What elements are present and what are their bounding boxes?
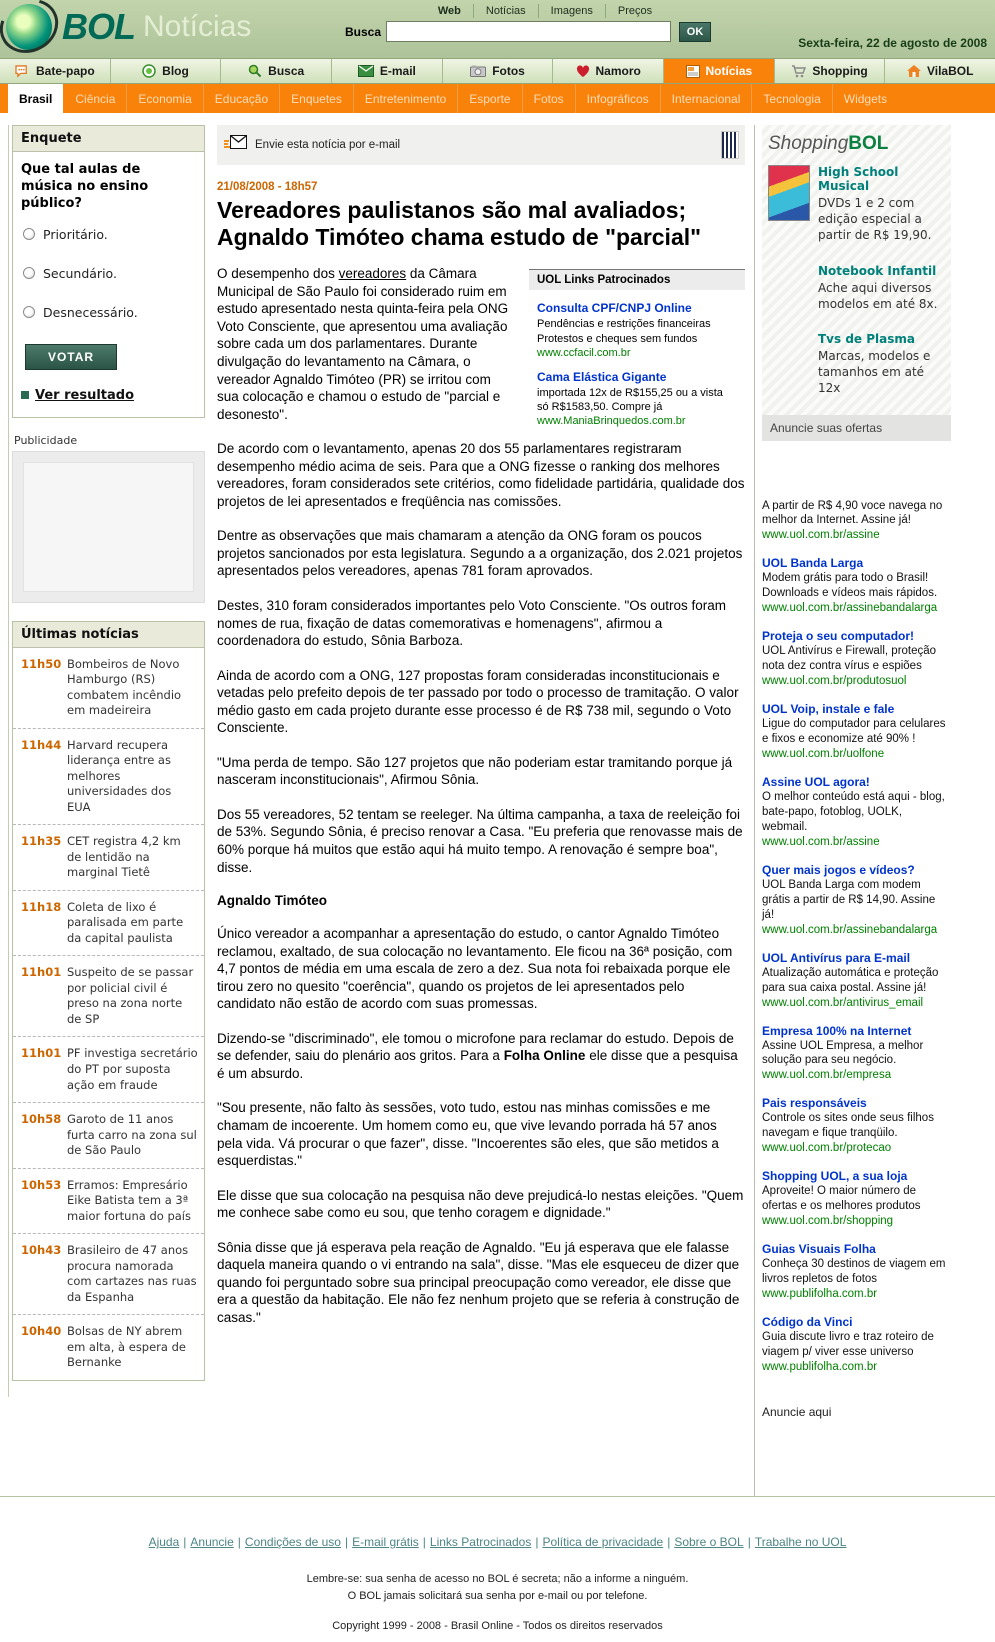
uol-ad-title[interactable]: Código da Vinci	[762, 1315, 853, 1329]
poll-title: Enquete	[13, 126, 204, 152]
news-item[interactable]	[13, 824, 204, 890]
article-paragraph: Dos 55 vereadores, 52 tentam se reeleger. Na última campanha, a taxa de reeleição foi de 53%. Segundo Sônia, é preciso renovar a Casa. "Eu preferia que renovasse mais de 60% porque há muitos que estão aqui há muito tempo. A renovação é sempre boa", disse.	[217, 806, 743, 875]
bol-logo[interactable]	[6, 4, 251, 50]
poll-option[interactable]	[23, 266, 196, 281]
main-nav	[0, 58, 995, 84]
uol-ad-title[interactable]: Pais responsáveis	[762, 1096, 867, 1111]
search-tab-precos[interactable]: Preços	[617, 5, 653, 17]
poll-box	[12, 125, 205, 418]
uol-ad-title[interactable]: Empresa 100% na Internet	[762, 1023, 912, 1038]
tab-entretenimento[interactable]: Entretenimento	[354, 84, 458, 113]
news-time: 10h40	[21, 1324, 62, 1339]
site-header	[0, 0, 995, 58]
tab-brasil[interactable]: Brasil	[8, 84, 63, 113]
uol-ad[interactable]	[762, 1169, 949, 1227]
news-headline[interactable]: Bolsas de NY abrem em alta, à espera de Bernanke	[67, 1324, 186, 1370]
separator: |	[747, 1535, 751, 1549]
sponsored-link-url[interactable]: www.ccfacil.com.br	[537, 346, 631, 359]
separator: |	[535, 1535, 539, 1549]
footer-link-anuncie[interactable]: Anuncie	[190, 1535, 234, 1549]
uol-ad-desc: Assine UOL Empresa, a melhor solução para seu negócio.	[762, 1039, 924, 1067]
uol-ad-url[interactable]: www.uol.com.br/antivirus_email	[762, 996, 924, 1009]
uol-ad-desc: UOL Antivírus e Firewall, proteção nota dez contra vírus e espiões	[762, 645, 937, 673]
news-headline[interactable]: Coleta de lixo é paralisada em parte da capital paulista	[67, 899, 184, 945]
uol-ad[interactable]	[762, 1315, 949, 1373]
shopping-logo-part1: Shopping	[768, 133, 849, 154]
uol-ad-url[interactable]: www.uol.com.br/produtosuol	[762, 675, 907, 688]
email-share-icon[interactable]	[223, 132, 249, 159]
nav-label: E-mail	[379, 64, 416, 78]
nav-blog[interactable]	[111, 59, 222, 83]
news-headline[interactable]: Bombeiros de Novo Hamburgo (RS) combatem incêndio em madeireira	[67, 656, 182, 718]
search-label: Busca	[345, 24, 382, 39]
article-paragraph: Ele disse que sua colocação na pesquisa não deve prejudicá-lo nestas eleições. "Quem me conhece sabe como eu sou, que tenho coragem e dignidade."	[217, 1187, 744, 1221]
nav-label: Namoro	[595, 64, 641, 78]
nav-shopping[interactable]	[775, 59, 886, 83]
news-item[interactable]	[13, 1233, 204, 1314]
search-tab-imagens[interactable]: Imagens	[539, 4, 606, 18]
shop-offer-desc: Ache aqui diversos modelos em até 8x.	[818, 280, 938, 311]
uol-ad-title[interactable]: Assine UOL agora!	[762, 775, 870, 789]
logo-bol-text: BOL	[62, 6, 135, 47]
bol-sphere-icon	[6, 4, 52, 50]
sponsored-link[interactable]	[529, 359, 745, 428]
uol-ad[interactable]	[762, 1024, 949, 1082]
nav-noticias[interactable]	[664, 59, 775, 83]
nav-label: Shopping	[812, 64, 868, 78]
footer-link-sobre[interactable]: Sobre o BOL	[674, 1535, 744, 1549]
uol-ad[interactable]	[762, 629, 949, 687]
uol-ad[interactable]	[762, 1096, 949, 1154]
nav-label: Blog	[162, 64, 189, 78]
news-item[interactable]	[13, 1102, 204, 1168]
magnifier-icon	[248, 64, 262, 78]
sponsored-link[interactable]	[529, 290, 745, 359]
search-tab-noticias[interactable]: Notícias	[474, 4, 539, 18]
nav-label: Notícias	[705, 64, 753, 78]
tab-esporte[interactable]: Esporte	[458, 84, 522, 113]
uol-ad-desc: Guia discute livro e traz roteiro de viagem p/ viver esse universo	[762, 1331, 934, 1358]
uol-ad-desc: Conheça 30 destinos de viagem em livros repletos de fotos	[762, 1258, 946, 1286]
uol-ad-url[interactable]: www.uol.com.br/assine	[762, 529, 880, 542]
ad-label: Publicidade	[14, 433, 78, 447]
uol-ad-url[interactable]: www.uol.com.br/shopping	[762, 1215, 894, 1228]
article-paragraph: "Uma perda de tempo. São 127 projetos que não poderiam estar tramitando porque já nasceram inconstitucionais", Afirmou Sônia.	[217, 754, 733, 788]
blog-icon	[142, 64, 156, 78]
footer-link-ajuda[interactable]: Ajuda	[148, 1535, 180, 1549]
poll-option-label: Secundário.	[43, 265, 117, 281]
tab-widgets[interactable]: Widgets	[843, 91, 888, 106]
news-time: 11h44	[21, 737, 62, 752]
search-tab-web[interactable]: Web	[426, 4, 474, 18]
nav-bate-papo[interactable]	[0, 59, 111, 83]
news-time: 11h01	[21, 965, 62, 980]
footer-link-email-gratis[interactable]: E-mail grátis	[352, 1535, 419, 1549]
sponsored-links-title: UOL Links Patrocinados	[529, 269, 745, 290]
poll-question: Que tal aulas de música no ensino público?	[21, 162, 149, 211]
article-paragraph: Único vereador a acompanhar a apresentação do estudo, o cantor Agnaldo Timóteo reclamou, exaltado, de sua colocação no levantamento. Ele ficou na 36ª posição, com 4,7 pontos de média em uma escala de zero a dez. Sua nota foi rebaixada porque ele tirou zero no quesito "coerência", quando os projetos de lei apresentados pelo candidato não estão de acordo com suas promessas.	[217, 926, 733, 1012]
search-tabs	[345, 4, 745, 18]
article-paragraph: "Sou presente, não falto às sessões, voto tudo, estou nas minhas comissões e me chamam de incoerente. Um homem como eu, que vive levando porrada há 57 anos pela vida. Vá procurar o que fazer", disse. "Incoerentes são eles, que são metidos a esquerdistas."	[217, 1100, 719, 1169]
separator: |	[183, 1535, 187, 1549]
uol-ad-title[interactable]: UOL Voip, instale e fale	[762, 702, 895, 717]
article-paragraph	[217, 1030, 745, 1083]
uol-ad-title[interactable]: Proteja o seu computador!	[762, 629, 915, 644]
article-title: Vereadores paulistanos são mal avaliados; Agnaldo Timóteo chama estudo de "parcial"	[217, 197, 702, 251]
separator: |	[667, 1535, 671, 1549]
footer-link-trabalhe[interactable]: Trabalhe no UOL	[754, 1535, 847, 1549]
chat-icon	[15, 65, 30, 78]
news-item[interactable]	[13, 890, 204, 956]
news-headline[interactable]: Garoto de 11 anos furta carro na zona sul de São Paulo	[67, 1112, 197, 1158]
news-headline[interactable]: Brasileiro de 47 anos procura namorada com cartazes nas ruas da Espanha	[67, 1243, 197, 1304]
article-paragraph: Destes, 310 foram considerados importantes pelo Voto Consciente. "Os outros foram nomes de rua, fixação de datas comemorativas e homenagens", afirmou a coordenadora do estudo, Sônia Barboza.	[217, 598, 727, 649]
uol-ad[interactable]	[762, 951, 949, 1009]
uol-ad-desc: Ligue do computador para celulares e fixos e economize até 90% !	[762, 718, 946, 746]
news-headline[interactable]: Erramos: Empresário Eike Batista tem a 3ª maior fortuna do país	[67, 1177, 191, 1223]
shop-offer[interactable]	[768, 264, 945, 312]
anuncie-aqui-link[interactable]: Anuncie aqui	[762, 1404, 832, 1419]
footer-note-line1: Lembre-se: sua senha de acesso no BOL é secreta; não a informe a ninguém.	[306, 1573, 689, 1585]
news-item[interactable]	[13, 1036, 204, 1102]
tab-ciencia[interactable]: Ciência	[64, 84, 127, 113]
uol-ad-title[interactable]: UOL Banda Larga	[762, 556, 864, 571]
product-thumbnail[interactable]	[768, 165, 810, 221]
shop-offer-desc: Marcas, modelos e tamanhos em até 12x	[818, 348, 931, 396]
paragraph-text: O desempenho dos	[217, 266, 339, 282]
poll-option[interactable]	[23, 305, 196, 320]
radio-button[interactable]	[23, 306, 35, 318]
sponsored-link-desc: Pendências e restrições financeiras Protestos e cheques sem fundos	[537, 318, 711, 345]
uol-ad[interactable]	[762, 775, 949, 848]
latest-news-title: Últimas notícias	[13, 622, 204, 648]
uol-ad-url[interactable]: www.uol.com.br/empresa	[762, 1069, 892, 1082]
uol-ad-url[interactable]: www.publifolha.com.br	[762, 1288, 878, 1300]
search-ok-button[interactable]: OK	[679, 22, 711, 42]
nav-namoro[interactable]	[553, 59, 664, 83]
uol-ad[interactable]	[762, 1242, 949, 1300]
envelope-icon	[358, 65, 374, 77]
tab-tecnologia[interactable]: Tecnologia	[752, 84, 832, 113]
article-paragraph: Sônia disse que já esperava pela reação de Agnaldo. "Eu já esperava que ele falasse daquela maneira quando o vi entrando na sala", disse. "Mas ele esqueceu de dizer que quando foi perguntado sobre sua principal preocupação como vereador, ele disse que era a questão da habitação. Ele não fez nenhum projeto que se referia à construção de casas."	[217, 1239, 740, 1325]
news-time: 10h53	[21, 1177, 62, 1192]
uol-ad-url[interactable]: www.uol.com.br/protecao	[762, 1142, 892, 1155]
latest-news-box	[12, 621, 205, 1381]
shopping-bol-box	[762, 125, 951, 415]
nav-vilabol[interactable]	[885, 59, 995, 83]
search-area	[345, 4, 745, 42]
radio-button[interactable]	[23, 267, 35, 279]
uol-ad-desc: Atualização automática e proteção para sua caixa postal. Assine já!	[762, 966, 939, 994]
uol-ad-desc: A partir de R$ 4,90 voce navega no melhor da Internet. Assine já!	[762, 499, 943, 527]
tab-infograficos[interactable]: Infográficos	[576, 84, 661, 113]
news-time: 10h58	[21, 1112, 62, 1127]
nav-label: Bate-papo	[36, 64, 95, 78]
news-headline[interactable]: CET registra 4,2 km de lentidão na marginal Tietê	[67, 834, 181, 880]
vote-button[interactable]: VOTAR	[25, 344, 117, 370]
ad-placeholder[interactable]	[12, 451, 205, 603]
news-time: 10h43	[21, 1243, 62, 1258]
search-input[interactable]	[386, 21, 671, 42]
shop-offer[interactable]	[768, 165, 945, 244]
poll-option-label: Prioritário.	[43, 226, 108, 242]
uol-ad-desc: Controle os sites onde seus filhos navegam e fique tranqüilo.	[762, 1112, 934, 1140]
cart-icon	[791, 65, 806, 78]
main-content	[217, 125, 745, 1344]
paragraph-text: Dizendo-se "discriminado", ele tomou o microfone para reclamar do estudo. Depois de se defender, saiu do plenário aos gritos. Para a	[217, 1030, 734, 1064]
paragraph-text: ele disse que a pesquisa é um absurdo.	[217, 1048, 738, 1081]
logo-noticias-text: Notícias	[143, 10, 252, 43]
folha-online-bold: Folha Online	[503, 1048, 586, 1064]
article-subheading: Agnaldo Timóteo	[217, 893, 327, 909]
news-item[interactable]	[13, 648, 204, 728]
uol-ad-url[interactable]: www.uol.com.br/assine	[762, 835, 880, 848]
uol-ad-desc: Modem grátis para todo o Brasil! Downloads e vídeos mais rápidos.	[762, 572, 938, 600]
poll-results-link[interactable]: Ver resultado	[35, 387, 135, 403]
nav-busca[interactable]	[221, 59, 332, 83]
separator: |	[237, 1535, 241, 1549]
nav-label: VilaBOL	[926, 64, 974, 78]
separator: |	[344, 1535, 349, 1549]
paragraph-text: da Câmara Municipal de São Paulo foi considerado ruim em estudo apresentado nesta quinta-feira pela ONG Voto Consciente, que apresentou uma avaliação sobre cada um dos parlamentares. Durante divulgação do levantamento na Câmara, o vereador Agnaldo Timóteo (PR) se irritou com sua colocação e chamou o estudo de "parcial e desonesto".	[217, 266, 509, 422]
shop-offer-title[interactable]: High School Musical	[818, 165, 899, 193]
poll-option[interactable]	[23, 227, 196, 242]
uol-ad-title[interactable]: UOL Antivírus para E-mail	[762, 950, 911, 965]
right-column	[754, 125, 951, 1496]
inline-link-vereadores[interactable]: vereadores	[338, 266, 407, 282]
current-date: Sexta-feira, 22 de agosto de 2008	[798, 36, 987, 50]
tab-internacional[interactable]: Internacional	[661, 84, 753, 113]
news-item[interactable]	[13, 955, 204, 1036]
section-nav	[0, 84, 995, 113]
uol-ad-url[interactable]: www.uol.com.br/assinebandalarga	[762, 602, 938, 615]
footer-copyright: Copyright 1999 - 2008 - Brasil Online - Todos os direitos reservados	[332, 1620, 663, 1632]
shop-offer-title[interactable]: Tvs de Plasma	[818, 331, 915, 346]
sponsored-link-title[interactable]: Cama Elástica Gigante	[537, 369, 667, 384]
page-footer	[0, 1496, 995, 1642]
uol-ad-url[interactable]: www.publifolha.com.br	[762, 1360, 878, 1373]
shopping-logo-part2: BOL	[848, 133, 889, 154]
article-paragraph: De acordo com o levantamento, apenas 20 dos 55 parlamentares registraram desempenho médio acima de seis. Para que a ONG fizesse o ranking dos melhores vereadores, foram considerados sete critérios, como fidelidade partidária, qualidade dos projetos de lei apresentados e freqüência nas comissões.	[217, 441, 745, 509]
email-share-bar	[217, 125, 745, 165]
tab-economia[interactable]: Economia	[127, 84, 203, 113]
folha-online-logo[interactable]	[721, 131, 739, 159]
shopping-bol-logo[interactable]	[768, 133, 945, 155]
shop-offer-desc: DVDs 1 e 2 com edição especial a partir de R$ 19,90.	[818, 196, 932, 243]
anuncie-ofertas-link[interactable]: Anuncie suas ofertas	[762, 415, 951, 441]
uol-ad-title[interactable]: Guias Visuais Folha	[762, 1242, 876, 1257]
left-sidebar	[8, 125, 205, 1397]
sponsored-link-desc: importada 12x de R$155,25 ou a vista só R$1583,50. Compre já	[537, 386, 723, 414]
article-paragraph: Dentre as observações que mais chamaram a atenção da ONG foram os poucos projetos sancionados por esta legislatura. Segundo a a organização, dos 2.021 projetos apresentados pelos vereadores, apenas 781 foram aprovados.	[217, 528, 743, 579]
uol-ad-desc: UOL Banda Larga com modem grátis a partir de R$ 14,90. Assine já!	[762, 878, 936, 921]
footer-links	[0, 1535, 995, 1549]
nav-fotos[interactable]	[443, 59, 554, 83]
uol-ad-url[interactable]: www.uol.com.br/assinebandalarga	[762, 923, 938, 936]
footer-link-privacidade[interactable]: Política de privacidade	[542, 1535, 664, 1549]
news-headline[interactable]: Harvard recupera liderança entre as melhores universidades dos EUA	[67, 737, 172, 814]
shop-offer-title[interactable]: Notebook Infantil	[818, 263, 937, 278]
article-paragraph: Ainda de acordo com a ONG, 127 propostas foram consideradas inconstitucionais e vetadas pelo prefeito depois de ter passado por todo o processo de tramitação. O valor médio gasto em cada projeto durante esse processo é de R$ 738 mil, segundo o Voto Consciente.	[217, 667, 739, 736]
news-time: 11h35	[21, 834, 62, 849]
nav-label: Busca	[268, 64, 305, 78]
radio-button[interactable]	[23, 228, 35, 240]
news-time: 11h01	[21, 1046, 62, 1061]
uol-ad-url[interactable]: www.uol.com.br/uolfone	[762, 748, 885, 760]
uol-ad-desc: O melhor conteúdo está aqui - blog, bate-papo, fotoblog, UOLK, webmail.	[762, 791, 945, 833]
uol-ad-desc: Aproveite! O maior número de ofertas e os melhores produtos	[762, 1185, 921, 1213]
news-headline[interactable]: PF investiga secretário do PT por suposta ação em fraude	[67, 1046, 198, 1092]
uol-ad-title[interactable]: Shopping UOL, a sua loja	[762, 1169, 908, 1184]
uol-ad[interactable]	[762, 499, 949, 542]
house-icon	[907, 65, 921, 78]
article-timestamp: 21/08/2008 - 18h57	[217, 181, 318, 193]
footer-link-links-patrocinados[interactable]: Links Patrocinados	[429, 1535, 532, 1549]
bullet-square-icon	[21, 391, 29, 399]
nav-email[interactable]	[332, 59, 443, 83]
ad-inner	[23, 462, 194, 592]
poll-option-label: Desnecessário.	[43, 304, 138, 320]
news-time: 11h50	[21, 656, 62, 671]
uol-ad[interactable]	[762, 556, 949, 614]
footer-link-condicoes[interactable]: Condições de uso	[244, 1535, 341, 1549]
uol-ads-list	[762, 499, 951, 1419]
sponsored-link-title[interactable]: Consulta CPF/CNPJ Online	[537, 301, 692, 316]
tab-educacao[interactable]: Educação	[204, 84, 280, 113]
news-headline[interactable]: Suspeito de se passar por policial civil é preso na zona norte de SP	[67, 965, 194, 1026]
tab-enquetes[interactable]: Enquetes	[280, 84, 354, 113]
nav-label: Fotos	[492, 64, 525, 78]
newspaper-icon	[686, 65, 700, 78]
email-share-link[interactable]: Envie esta notícia por e-mail	[255, 139, 401, 151]
sponsored-links-box	[529, 269, 745, 427]
uol-ad-title[interactable]: Quer mais jogos e vídeos?	[762, 862, 915, 877]
news-item[interactable]	[13, 1168, 204, 1234]
sponsored-link-url[interactable]: www.ManiaBrinquedos.com.br	[537, 415, 686, 428]
heart-icon	[576, 65, 590, 78]
tab-fotos[interactable]: Fotos	[523, 84, 576, 113]
news-time: 11h18	[21, 899, 62, 914]
separator: |	[422, 1535, 426, 1549]
uol-ad[interactable]	[762, 863, 949, 936]
news-item[interactable]	[13, 1314, 204, 1380]
news-item[interactable]	[13, 728, 204, 825]
shop-offer[interactable]	[768, 332, 945, 397]
camera-icon	[470, 65, 486, 77]
uol-ad[interactable]	[762, 702, 949, 760]
footer-note-line2: O BOL jamais solicitará sua senha por e-mail ou por telefone.	[347, 1589, 648, 1602]
